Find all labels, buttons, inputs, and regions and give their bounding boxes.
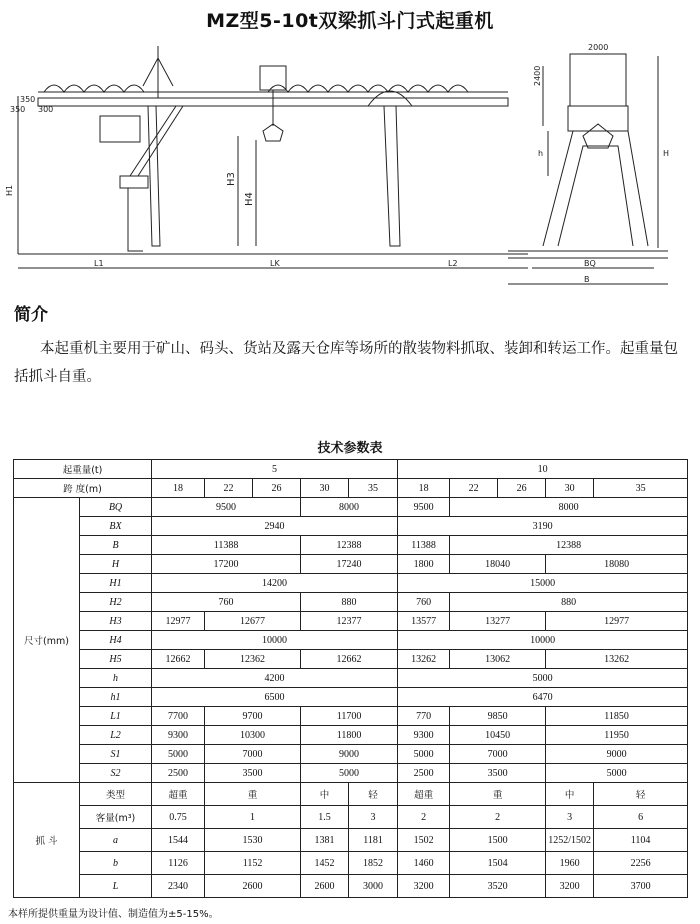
cell: 12377 — [301, 612, 398, 631]
cell: 9300 — [152, 726, 205, 745]
span: 22 — [205, 479, 253, 498]
grab-vol: 0.75 — [152, 806, 205, 829]
row-sym: L2 — [80, 726, 152, 745]
row-sym: S1 — [80, 745, 152, 764]
cell: 760 — [152, 593, 301, 612]
grab-b: 1460 — [398, 852, 450, 875]
cell: 9500 — [398, 498, 450, 517]
grab-vol-label: 客量(m³) — [80, 806, 152, 829]
label-lk: LK — [270, 259, 280, 268]
grab-vol: 3 — [349, 806, 398, 829]
grab-type: 重 — [205, 783, 301, 806]
cell: 11700 — [301, 707, 398, 726]
grab-l: 3000 — [349, 875, 398, 898]
grab-a-sym: a — [80, 829, 152, 852]
cell: 7700 — [152, 707, 205, 726]
cell: 12977 — [546, 612, 688, 631]
cell: 10450 — [450, 726, 546, 745]
cap-10: 10 — [398, 460, 688, 479]
grab-b: 1452 — [301, 852, 349, 875]
cell: 6500 — [152, 688, 398, 707]
row-sym: H1 — [80, 574, 152, 593]
cell: 880 — [450, 593, 688, 612]
cell: 12662 — [152, 650, 205, 669]
cell: 10000 — [152, 631, 398, 650]
cell: 13577 — [398, 612, 450, 631]
intro-text: 本起重机主要用于矿山、码头、货站及露天仓库等场所的散装物料抓取、装卸和转运工作。起重量包括抓斗自重。 — [14, 341, 678, 385]
label-l2: L2 — [448, 259, 458, 268]
table-title: 技术参数表 — [317, 441, 383, 456]
cell: 7000 — [450, 745, 546, 764]
span: 26 — [253, 479, 301, 498]
dim-350-b: 350 — [10, 105, 26, 114]
grab-b: 1152 — [205, 852, 301, 875]
spec-table — [13, 459, 688, 898]
row-sym: BQ — [80, 498, 152, 517]
cell: 12388 — [301, 536, 398, 555]
page-title: MZ型5-10t双梁抓斗门式起重机 — [206, 10, 494, 32]
grab-type: 中 — [301, 783, 349, 806]
label-2400: 2400 — [533, 65, 542, 86]
cell: 13262 — [398, 650, 450, 669]
cell: 9850 — [450, 707, 546, 726]
grab-type: 重 — [450, 783, 546, 806]
cell: 14200 — [152, 574, 398, 593]
row-sym: B — [80, 536, 152, 555]
row-sym: h1 — [80, 688, 152, 707]
cell: 12388 — [450, 536, 688, 555]
cell: 13262 — [546, 650, 688, 669]
cell: 5000 — [398, 669, 688, 688]
grab-vol: 6 — [594, 806, 688, 829]
span: 26 — [498, 479, 546, 498]
grab-l: 3700 — [594, 875, 688, 898]
cell: 11950 — [546, 726, 688, 745]
cell: 17200 — [152, 555, 301, 574]
cell: 4200 — [152, 669, 398, 688]
grab-type-label: 类型 — [80, 783, 152, 806]
grab-vol: 1.5 — [301, 806, 349, 829]
cell: 5000 — [152, 745, 205, 764]
cell: 5000 — [301, 764, 398, 783]
span: 35 — [349, 479, 398, 498]
span: 35 — [594, 479, 688, 498]
cell: 11388 — [152, 536, 301, 555]
cell: 13062 — [450, 650, 546, 669]
label-h3: H3 — [226, 172, 237, 186]
crane-drawing — [5, 36, 688, 298]
cell: 12662 — [301, 650, 398, 669]
row-sym: H — [80, 555, 152, 574]
cell: 7000 — [205, 745, 301, 764]
label-small-h: h — [538, 149, 544, 158]
grab-a: 1381 — [301, 829, 349, 852]
grab-b: 1126 — [152, 852, 205, 875]
span: 22 — [450, 479, 498, 498]
cell: 5000 — [398, 745, 450, 764]
grab-l: 2600 — [301, 875, 349, 898]
grab-type: 超重 — [152, 783, 205, 806]
span: 30 — [546, 479, 594, 498]
row-sym: H2 — [80, 593, 152, 612]
cell: 18040 — [450, 555, 546, 574]
cell: 15000 — [398, 574, 688, 593]
cell: 1800 — [398, 555, 450, 574]
cell: 18080 — [546, 555, 688, 574]
intro-heading: 简介 — [14, 305, 48, 325]
label-l1: L1 — [94, 259, 104, 268]
cell: 10300 — [205, 726, 301, 745]
cell: 11800 — [301, 726, 398, 745]
cell: 760 — [398, 593, 450, 612]
grab-a: 1530 — [205, 829, 301, 852]
grab-l-sym: L — [80, 875, 152, 898]
label-big-h: H — [663, 149, 670, 158]
span: 18 — [398, 479, 450, 498]
row-sym: L1 — [80, 707, 152, 726]
cell: 3500 — [450, 764, 546, 783]
grab-a: 1500 — [450, 829, 546, 852]
cell: 6470 — [398, 688, 688, 707]
cell: 8000 — [450, 498, 688, 517]
row-sym: H3 — [80, 612, 152, 631]
cell: 3190 — [398, 517, 688, 536]
label-h1: H1 — [5, 184, 14, 196]
cell: 9700 — [205, 707, 301, 726]
cell: 12362 — [205, 650, 301, 669]
grab-type: 中 — [546, 783, 594, 806]
grab-b: 1504 — [450, 852, 546, 875]
grab-b: 1852 — [349, 852, 398, 875]
grab-a: 1104 — [594, 829, 688, 852]
cell: 11850 — [546, 707, 688, 726]
span: 30 — [301, 479, 349, 498]
grab-type: 轻 — [349, 783, 398, 806]
grab-vol: 2 — [398, 806, 450, 829]
label-bq: BQ — [584, 259, 596, 268]
cell: 9300 — [398, 726, 450, 745]
row-sym: BX — [80, 517, 152, 536]
cell: 13277 — [450, 612, 546, 631]
cell: 3500 — [205, 764, 301, 783]
grab-a: 1544 — [152, 829, 205, 852]
row-sym: H5 — [80, 650, 152, 669]
cell: 9000 — [301, 745, 398, 764]
cell: 2500 — [398, 764, 450, 783]
cell: 2500 — [152, 764, 205, 783]
grab-type: 轻 — [594, 783, 688, 806]
grab-l: 3200 — [398, 875, 450, 898]
grab-l: 2340 — [152, 875, 205, 898]
grab-label: 抓 斗 — [14, 783, 80, 898]
cell: 12977 — [152, 612, 205, 631]
row-sym: h — [80, 669, 152, 688]
cell: 880 — [301, 593, 398, 612]
grab-vol: 3 — [546, 806, 594, 829]
dim-300: 300 — [38, 105, 54, 114]
grab-l: 3200 — [546, 875, 594, 898]
grab-b: 2256 — [594, 852, 688, 875]
cell: 17240 — [301, 555, 398, 574]
cell: 5000 — [546, 764, 688, 783]
dim-350-a: 350 — [20, 95, 36, 104]
grab-vol: 1 — [205, 806, 301, 829]
grab-l: 2600 — [205, 875, 301, 898]
cap-5: 5 — [152, 460, 398, 479]
span-label: 跨 度(m) — [14, 479, 152, 498]
row-sym: S2 — [80, 764, 152, 783]
grab-a: 1181 — [349, 829, 398, 852]
label-2000: 2000 — [588, 43, 609, 52]
span: 18 — [152, 479, 205, 498]
capacity-label: 起重量(t) — [14, 460, 152, 479]
label-b: B — [584, 275, 590, 284]
cell: 2940 — [152, 517, 398, 536]
grab-type: 超重 — [398, 783, 450, 806]
cell: 11388 — [398, 536, 450, 555]
cell: 770 — [398, 707, 450, 726]
cell: 10000 — [398, 631, 688, 650]
cell: 9000 — [546, 745, 688, 764]
cell: 8000 — [301, 498, 398, 517]
row-sym: H4 — [80, 631, 152, 650]
grab-a: 1252/1502 — [546, 829, 594, 852]
grab-l: 3520 — [450, 875, 546, 898]
grab-vol: 2 — [450, 806, 546, 829]
cell: 12677 — [205, 612, 301, 631]
footnote: 本样所提供重量为设计值、制造值为±5-15%。 — [8, 909, 219, 920]
grab-b: 1960 — [546, 852, 594, 875]
size-label: 尺寸(mm) — [14, 498, 80, 783]
grab-b-sym: b — [80, 852, 152, 875]
cell: 9500 — [152, 498, 301, 517]
grab-a: 1502 — [398, 829, 450, 852]
label-h4: H4 — [244, 192, 255, 206]
